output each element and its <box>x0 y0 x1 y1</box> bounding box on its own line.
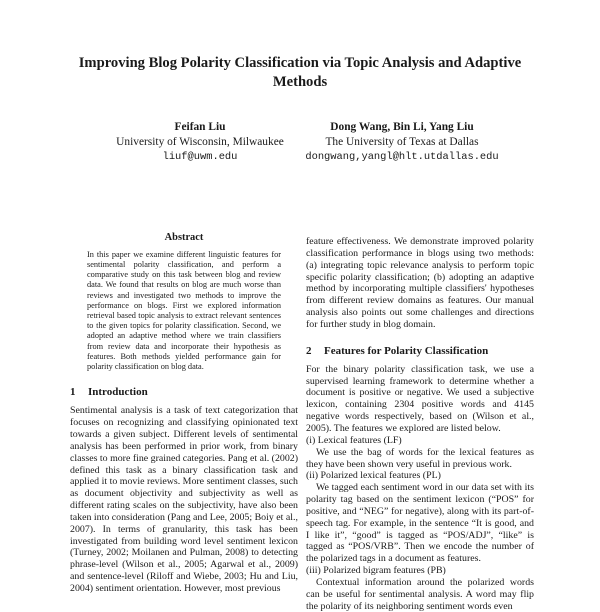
author-affiliation: The University of Texas at Dallas <box>325 136 479 148</box>
feature-pb-heading: (iii) Polarized bigram features (PB) <box>306 565 446 577</box>
feature-lf-heading: (i) Lexical features (LF) <box>306 434 402 446</box>
features-intro-paragraph: For the binary polarity classification task, we use a supervised learning framework to determine whether a document is positive or negative. We used a subjective lexicon, containing 2304 positive words and 4145 negative words respectively, based on (Wilson et al., 2005). The features we explored are listed below. <box>306 363 534 434</box>
left-column <box>70 232 298 595</box>
author-name: Dong Wang, Bin Li, Yang Liu <box>330 121 474 133</box>
abstract-heading: Abstract <box>164 232 204 243</box>
feature-pl-heading: (ii) Polarized lexical features (PL) <box>306 470 441 482</box>
abstract-text: In this paper we examine different linguistic features for sentimental polarity classification, and perform a comparative study on this task between blog and review data. We found that results on blog are much worse than reviews and investigated two methods to improve the performance on blogs. First we explored information retrieval based topic analysis to extract relevant sentences to the given topics for polarity classification. Second, we adopted an adaptive method where we train classifiers from review data and incorporate their hypothesis as features. Both methods yielded performance gain for polarity classification on blog data. <box>87 249 281 372</box>
author-block-2 <box>290 120 514 165</box>
feature-pl-text: We tagged each sentiment word in our data set with its polarity tag based on the sentiment lexicon (“POS” for positive, and “NEG” for negative), along with its part-of-speech tag. For example, in the sentence “It is good, and I like it”, “good” is tagged as “POS/ADJ”, “like” is tagged as “POS/VRB”. Then we encode the number of the polarized tags in a document as features. <box>306 482 534 565</box>
author-name: Feifan Liu <box>174 121 226 133</box>
section-number: 1 <box>70 386 76 399</box>
author-block-1 <box>105 120 295 165</box>
continuation-paragraph: feature effectiveness. We demonstrate improved polarity classification performance in blogs using two methods: (a) integrating topic relevance analysis to perform topic specific polarity classification; (b) adopting an adaptive method by incorporating multiple classifiers' hypotheses from different review domains as features. Our manual analysis also points out some challenges and directions for further study in blog domain. <box>306 236 534 330</box>
feature-lf-text: We use the bag of words for the lexical features as they have been shown very useful in previous work. <box>306 446 534 470</box>
features-heading <box>306 344 534 358</box>
intro-heading <box>70 385 298 399</box>
author-email: liuf@uwm.edu <box>162 151 238 163</box>
paper-title: Improving Blog Polarity Classification via Topic Analysis and Adaptive Methods <box>78 55 522 90</box>
right-column <box>306 236 534 612</box>
author-email: dongwang,yangl@hlt.utdallas.edu <box>305 151 499 163</box>
section-title: Features for Polarity Classification <box>324 344 489 357</box>
section-number: 2 <box>306 344 312 357</box>
feature-pb-text: Contextual information around the polarized words can be useful for sentimental analysis. A word may flip the polarity of its neighboring sentiment words even <box>306 576 534 612</box>
author-affiliation: University of Wisconsin, Milwaukee <box>116 136 284 148</box>
intro-paragraph: Sentimental analysis is a task of text categorization that focuses on recognizing and classifying opinionated text towards a given subject. Different levels of sentimental analysis has been performed in prior work, from binary classes to more fine grained categories. Pang et al. (2002) defined this task as a binary classification task and applied it to movie reviews. More sentiment classes, such as document objectivity and subjectivity as well as different rating scales on the subjectivity, have also been taken into consideration (Pang and Lee, 2005; Boiy et al., 2007). In terms of granularity, this task has been investigated from building word level sentiment lexicon (Turney, 2002; Moilanen and Pulman, 2008) to detecting phrase-level (Wilson et al., 2005; Agarwal et al., 2009) and sentence-level (Riloff and Wiebe, 2003; Hu and Liu, 2004) sentiment orientation. However, most previous <box>70 405 298 594</box>
section-title: Introduction <box>88 386 148 399</box>
